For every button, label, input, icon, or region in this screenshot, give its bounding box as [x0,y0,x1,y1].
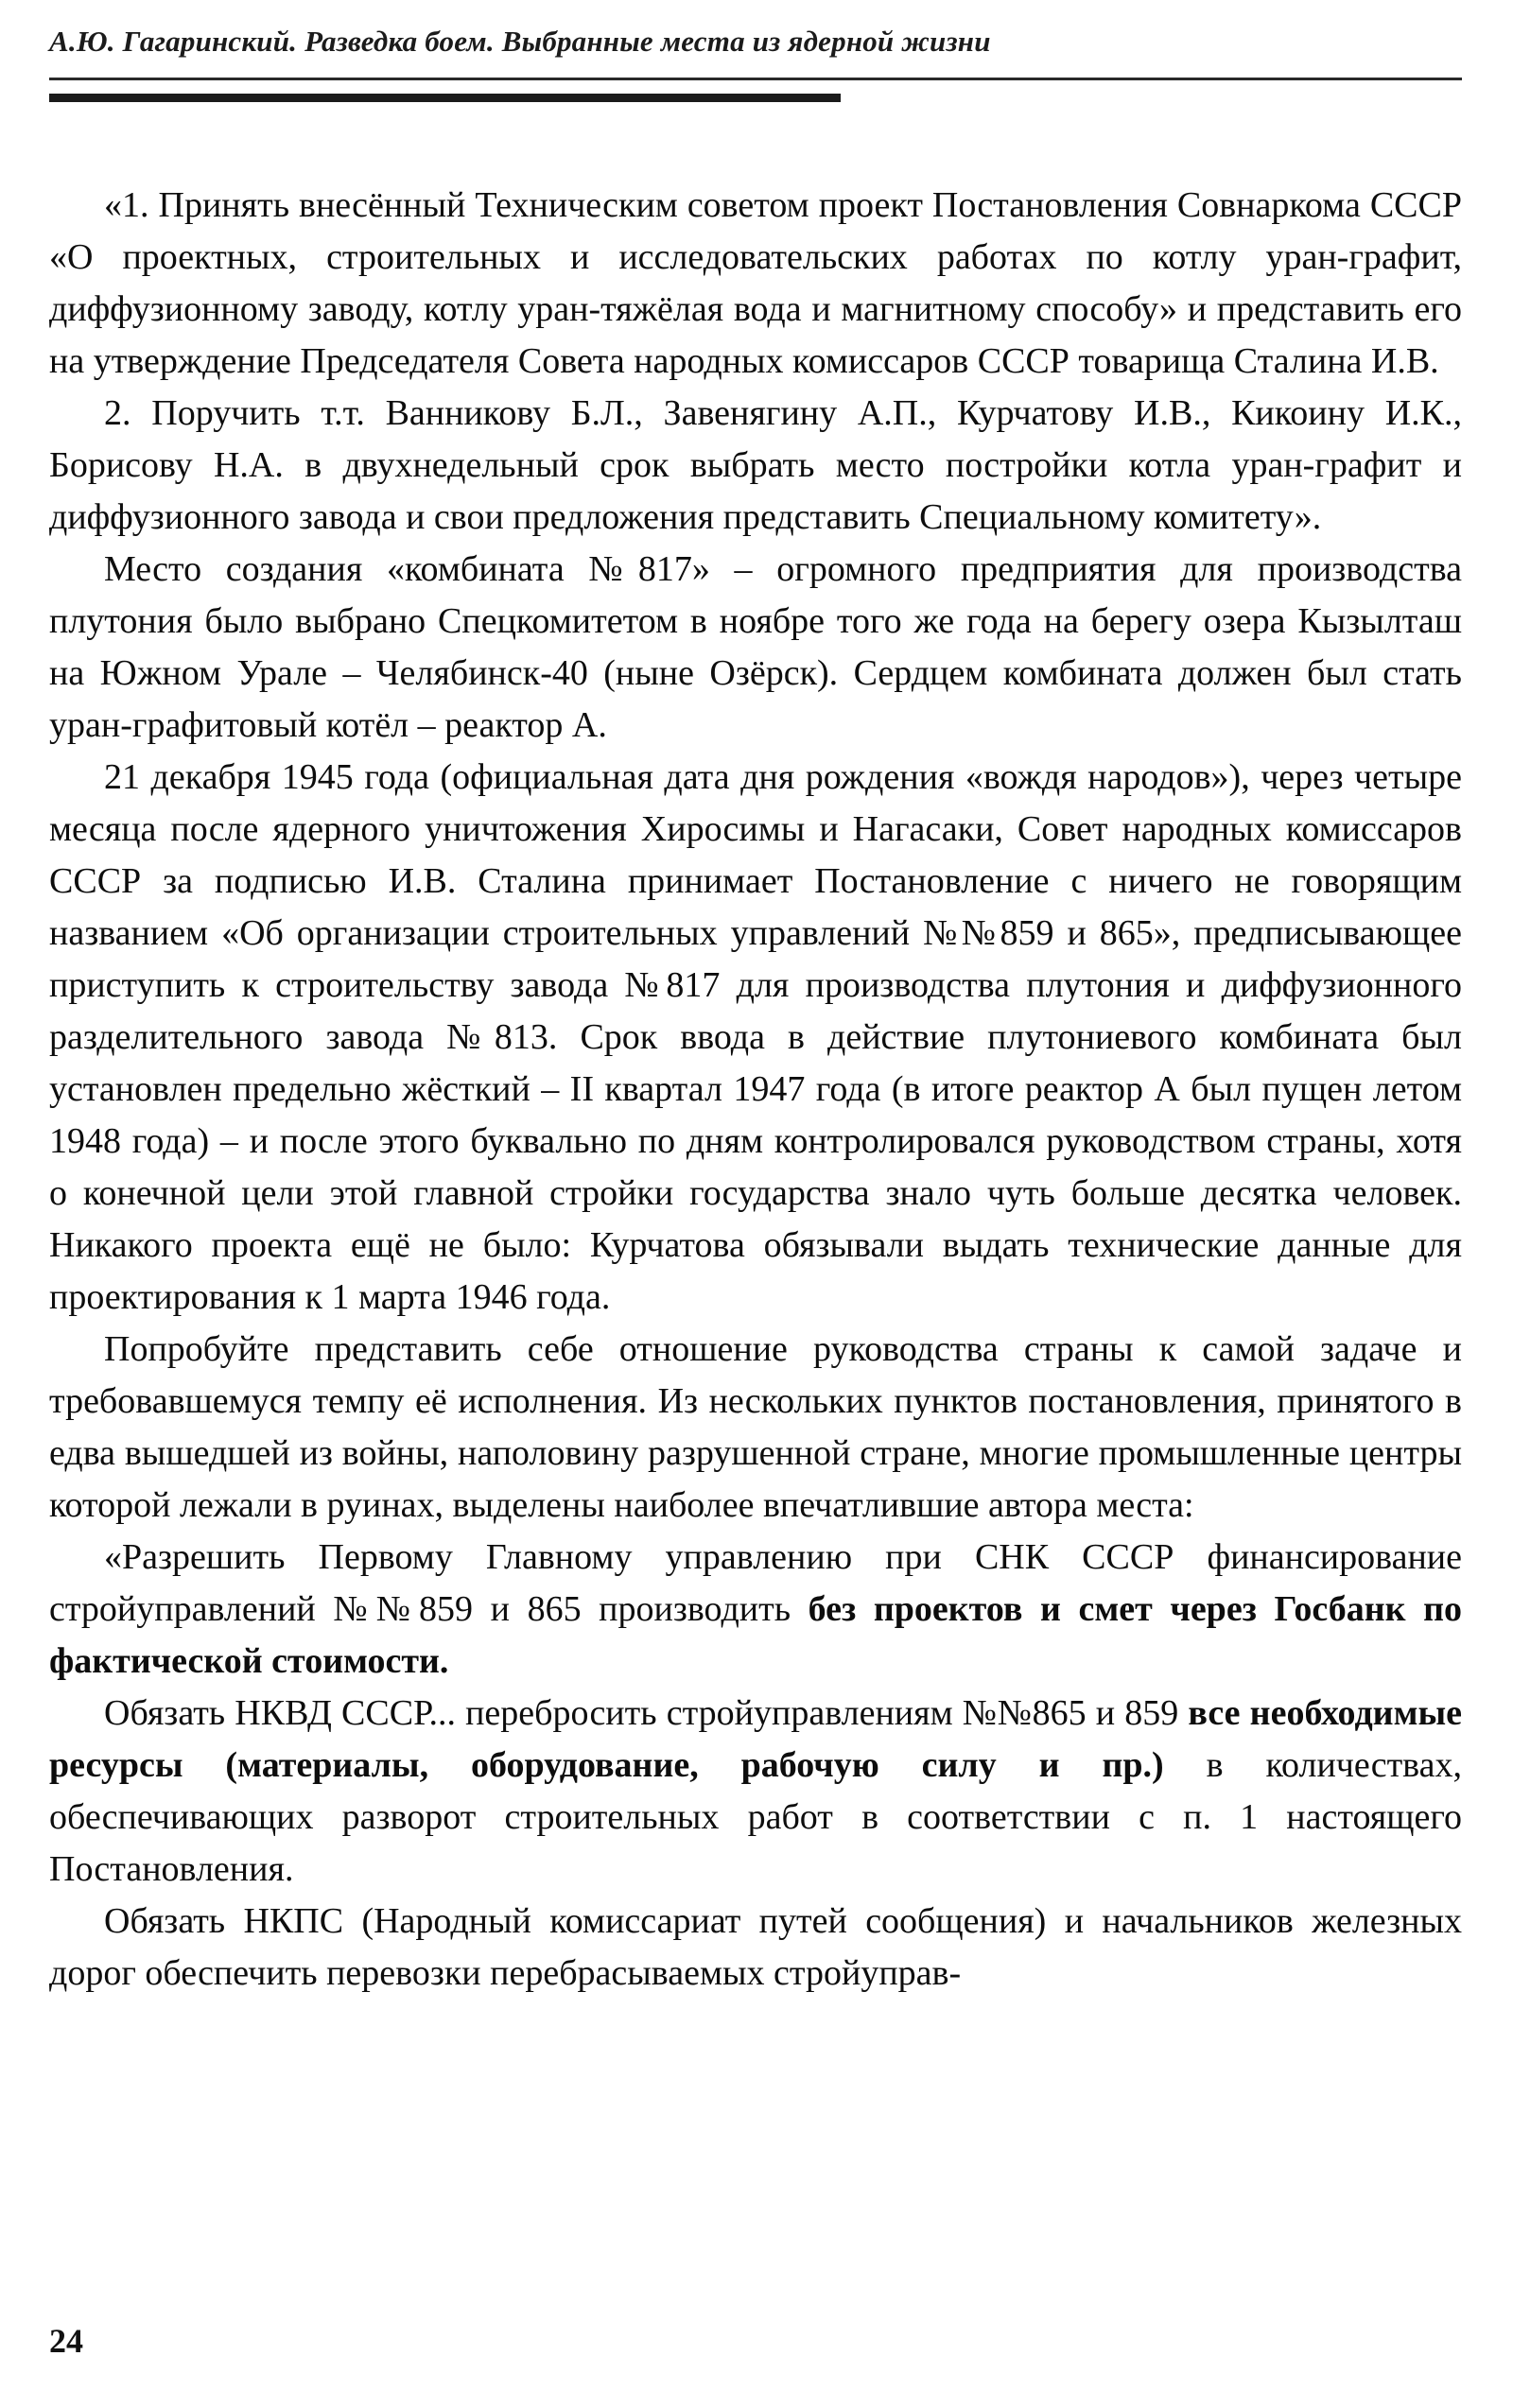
text-run: Обязать НКПС (Народный комиссариат путей сообщения) и начальников железных дорог обеспечить перевозки перебрасываемых стройуправ- [49,1901,1462,1993]
paragraph [49,1688,1462,1896]
paragraph [49,752,1462,1324]
paragraph [49,1896,1462,2000]
header-rule-thick [49,94,841,102]
text-run: Место создания «комбината №817» – огромного предприятия для производства плутония было выбрано Спецкомитетом в ноябре того же года на берегу озера Кызылташ на Южном Урале – Челябинск-40 (ныне Озёрск). Сердцем комбината должен был стать уран-графитовый котёл – реактор А. [49,549,1462,745]
paragraph [49,1324,1462,1532]
paragraph [49,1532,1462,1688]
text-run: Обязать НКВД СССР... перебросить стройуправлениям №№865 и 859 [104,1693,1189,1733]
running-header: А.Ю. Гагаринский. Разведка боем. Выбранные места из ядерной жизни [49,25,991,58]
text-run-bold: все необходимые ресурсы (материалы, оборудование, рабочую силу и пр.) [49,1693,1462,1785]
text-run: «Разрешить Первому Главному управлению при СНК СССР финансирование стройуправлений №№859 и 865 производить [49,1537,1462,1629]
paragraph [49,180,1462,388]
text-run: 21 декабря 1945 года (официальная дата дня рождения «вождя народов»), через четыре месяца после ядерного уничтожения Хиросимы и Нагасаки, Совет народных комиссаров СССР за подписью И.В. Сталина принимает Постановление с ничего не говорящим названием «Об организации строительных управлений №№859 и 865», предписывающее приступить к строительству завода №817 для производства плутония и диффузионного разделительного завода №813. Срок ввода в действие плутониевого комбината был установлен предельно жёсткий – II квартал 1947 года (в итоге реактор А был пущен летом 1948 года) – и после этого буквально по дням контролировался руководством страны, хотя о конечной цели этой главной стройки государства знало чуть больше десятка человек. Никакого проекта ещё не было: Курчатова обязывали выдать технические данные для проектирования к 1 марта 1946 года. [49,757,1462,1317]
text-run: 2. Поручить т.т. Ванникову Б.Л., Завенягину А.П., Курчатову И.В., Кикоину И.К., Борисову Н.А. в двухнедельный срок выбрать место постройки котла уран-графит и диффузионного завода и свои предложения представить Специальному комитету». [49,393,1462,537]
paragraph [49,388,1462,544]
paragraph [49,544,1462,752]
body-text [49,180,1462,2000]
header-rule-thin [49,78,1462,80]
text-run-bold: без проектов и смет через Госбанк по фактической стоимости. [49,1589,1462,1681]
text-run: «1. Принять внесённый Техническим советом проект Постановления Совнаркома СССР «О проектных, строительных и исследовательских работах по котлу уран-графит, диффузионному заводу, котлу уран-тяжёлая вода и магнитному способу» и представить его на утверждение Председателя Совета народных комиссаров СССР товарища Сталина И.В. [49,185,1462,381]
page-number: 24 [49,2322,83,2360]
text-run: Попробуйте представить себе отношение руководства страны к самой задаче и требовавшемуся темпу её исполнения. Из нескольких пунктов постановления, принятого в едва вышедшей из войны, наполовину разрушенной стране, многие промышленные центры которой лежали в руинах, выделены наиболее впечатлившие автора места: [49,1329,1462,1525]
text-run: в количествах, обеспечивающих разворот строительных работ в соответствии с п. 1 настоящего Постановления. [49,1745,1462,1889]
